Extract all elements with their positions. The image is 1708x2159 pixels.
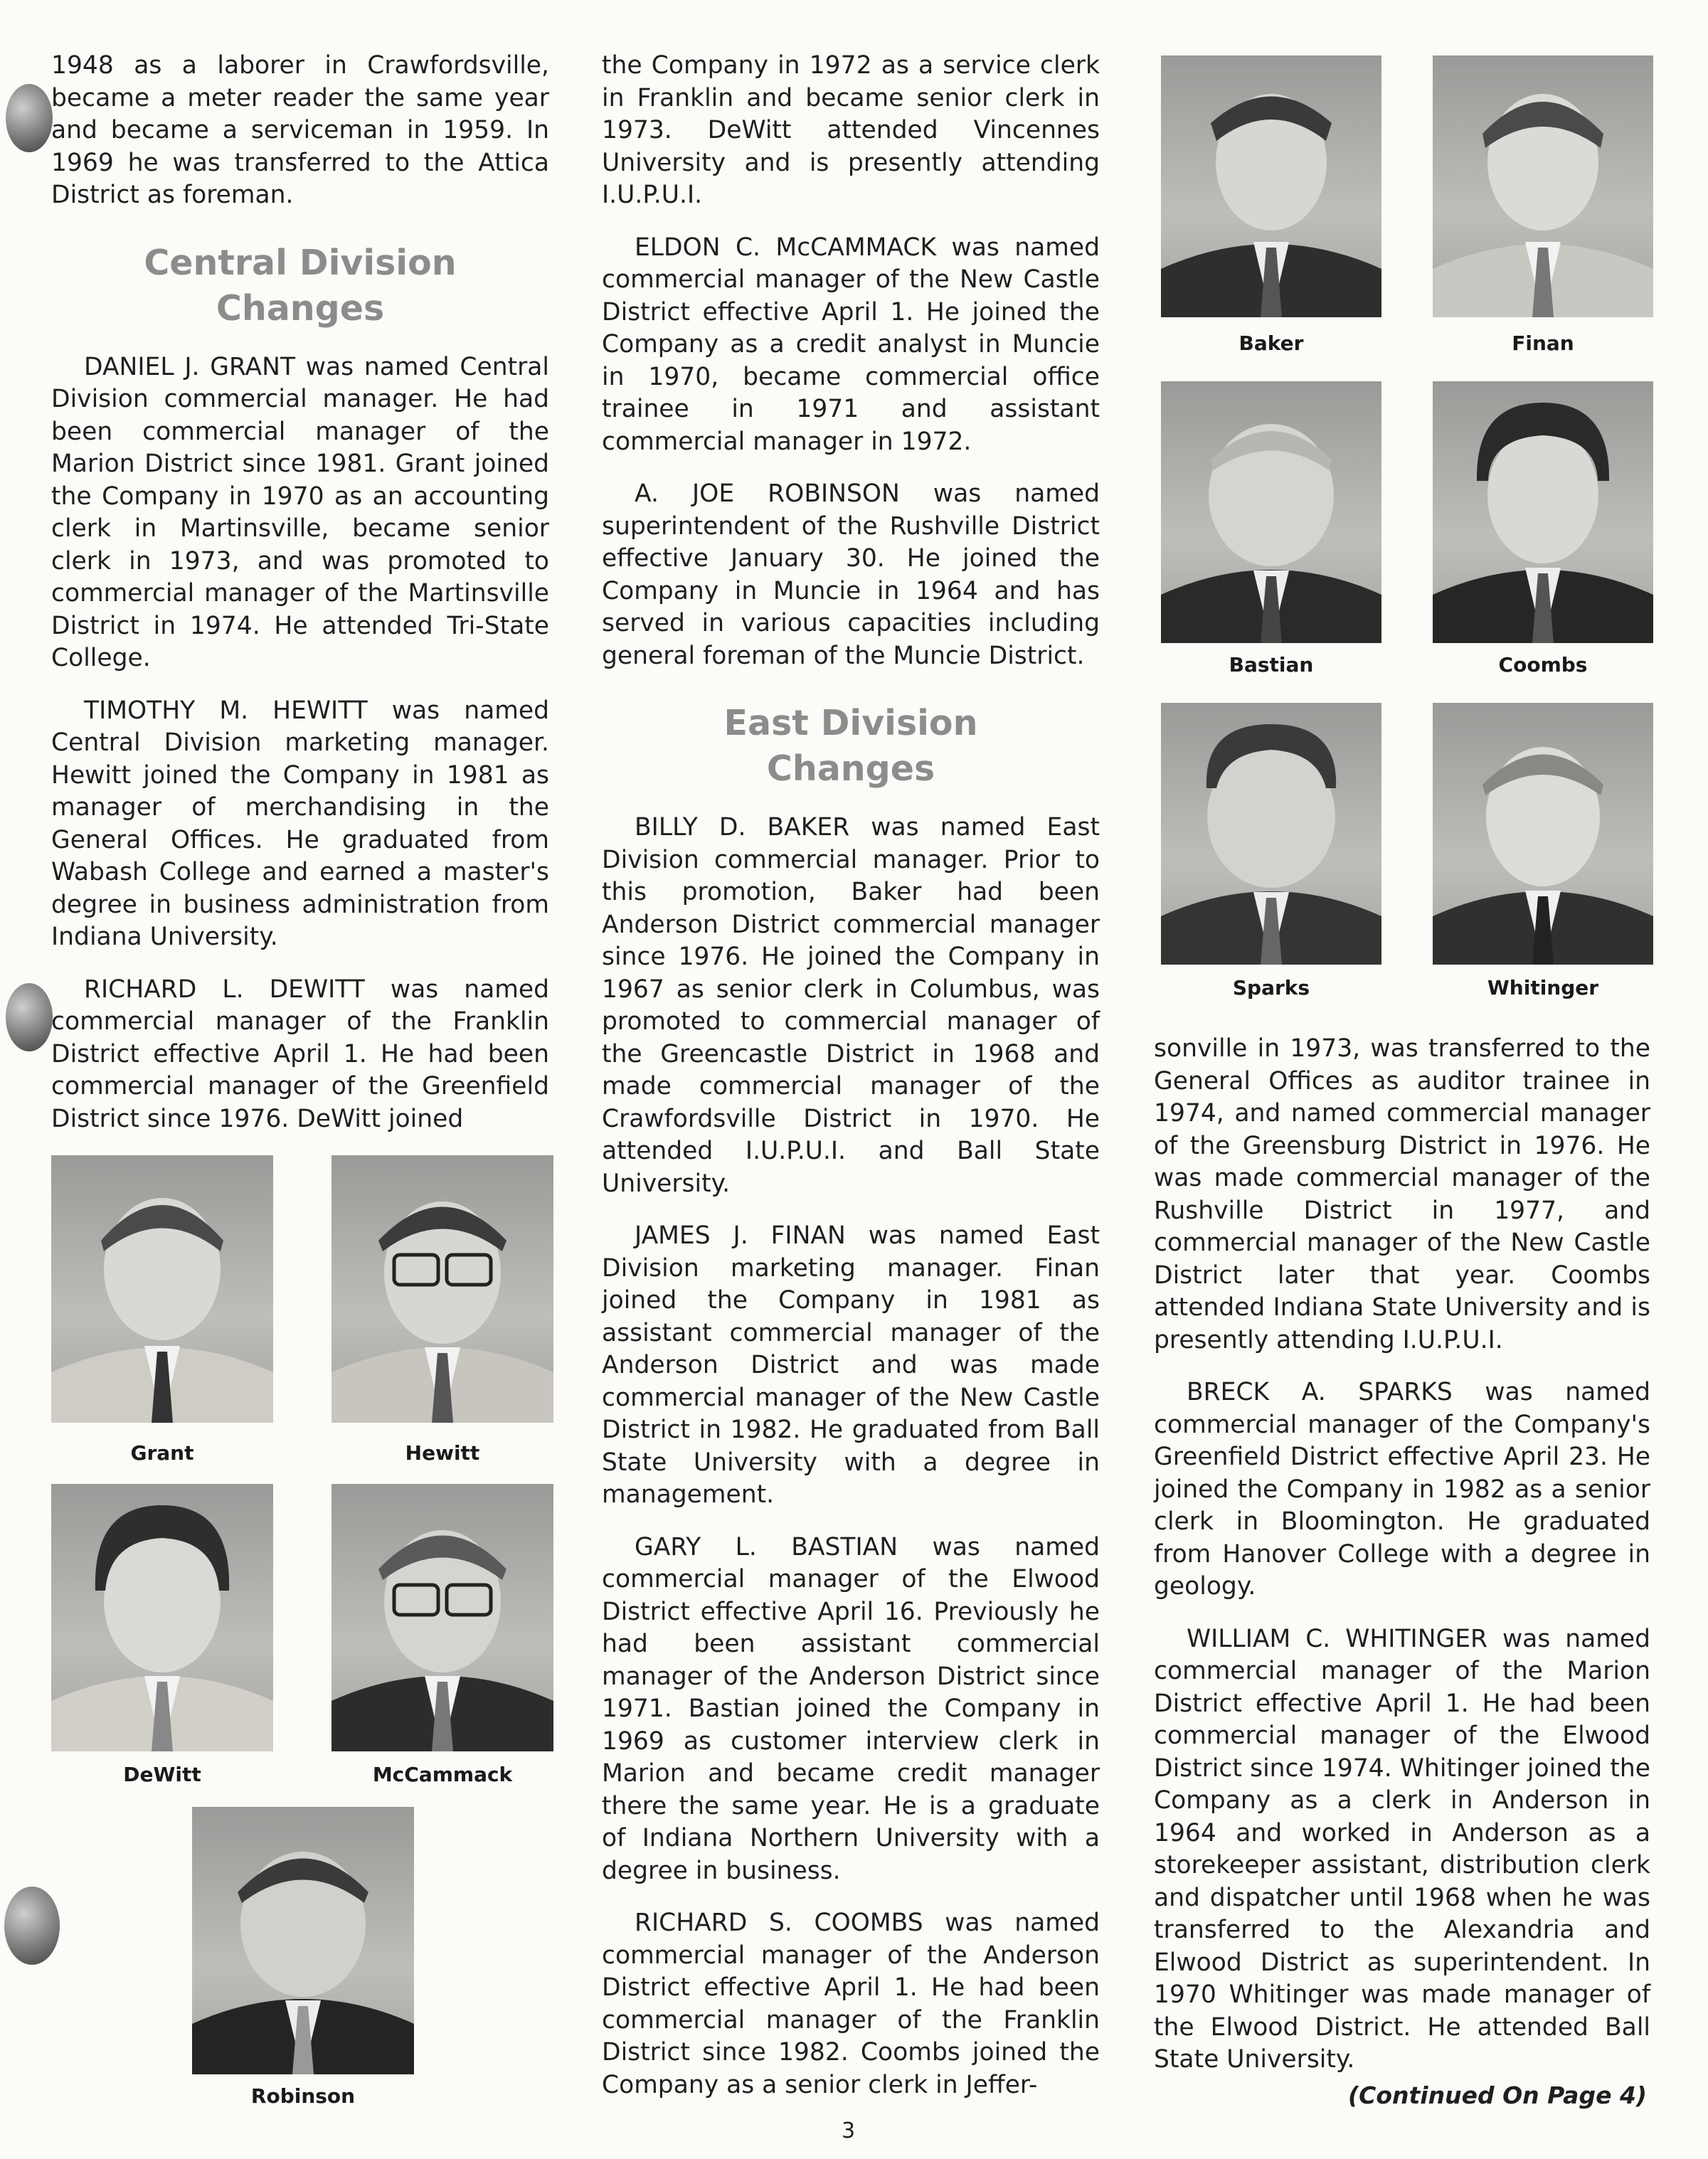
caption-baker: Baker xyxy=(1238,331,1304,355)
col2-paragraph-coombs: RICHARD S. COOMBS was named commercial manager of the Anderson District effective April 1. He had been commercial manager of the Franklin District since 1982. Coombs joined the Company as a senior clerk in Jeffer- xyxy=(602,1909,1100,2099)
central-division-heading xyxy=(51,240,549,331)
east-division-heading xyxy=(602,701,1100,792)
photo-sparks xyxy=(1161,703,1381,965)
photo-finan xyxy=(1433,55,1653,317)
col1-paragraph-dewitt: RICHARD L. DEWITT was named commercial manager of the Franklin District effective April 1. He had been commercial manager of the Greenfield District since 1976. DeWitt joined xyxy=(51,975,549,1133)
caption-sparks: Sparks xyxy=(1232,976,1310,999)
column-right xyxy=(1154,1033,1650,2076)
portrait-hewitt-icon xyxy=(331,1155,553,1423)
photo-hewitt xyxy=(331,1155,553,1423)
binder-hole-top xyxy=(6,84,53,152)
central-heading-line2: Changes xyxy=(216,287,385,329)
photo-baker xyxy=(1161,55,1381,317)
photo-mccammack xyxy=(331,1484,553,1751)
portrait-baker-icon xyxy=(1161,55,1381,317)
page-number: 3 xyxy=(842,2118,856,2143)
central-heading-line1: Central Division xyxy=(144,242,457,283)
photo-robinson xyxy=(192,1807,414,2074)
col3-paragraph-1: sonville in 1973, was transferred to the General Offices as auditor trainee in 1974, and named commercial manager of the Greensburg District in 1976. He was made commercial manager of the Rushville District in 1977, and commercial manager of the New Castle District later that year. Coombs attended Indiana State University and is presently attending I.U.P.U.I. xyxy=(1154,1034,1650,1354)
binder-hole-middle xyxy=(6,983,53,1051)
east-heading-line1: East Division xyxy=(723,703,978,743)
col3-paragraph-sparks: BRECK A. SPARKS was named commercial manager of the Company's Greenfield District effective April 23. He joined the Company in 1982 as a senior clerk in Bloomington. He graduated from Hanover College with a degree in geology. xyxy=(1154,1378,1650,1601)
east-heading-line2: Changes xyxy=(766,748,935,789)
col3-paragraph-whitinger: WILLIAM C. WHITINGER was named commercial manager of the Marion District effective April 1. He had been commercial manager of the Elwood District since 1974. Whitinger joined the Company as a clerk in Anderson in 1964 and worked in Anderson as a storekeeper assistant, distribution clerk and dispatcher until 1968 when he was transferred to the Alexandria and Elwood District as superintendent. In 1970 Whitinger was made manager of the Elwood District. He attended Ball State University. xyxy=(1154,1624,1650,2074)
col2-paragraph-bastian: GARY L. BASTIAN was named commercial manager of the Elwood District effective April 16. Previously he had been assistant commercial manager of the Anderson District since 1971. Bastian joined the Company in 1969 as customer interview clerk in Marion and became credit manager there the same year. He is a graduate of Indiana Northern University with a degree in business. xyxy=(602,1532,1100,1885)
photo-grant xyxy=(51,1155,273,1423)
portrait-finan-icon xyxy=(1433,55,1653,317)
portrait-coombs-icon xyxy=(1433,381,1653,643)
col1-paragraph-grant: DANIEL J. GRANT was named Central Division commercial manager. He had been commercial manager of the Marion District since 1981. Grant joined the Company in 1970 as an accounting clerk in Martinsville, became senior clerk in 1973, and was promoted to commercial manager of the Martinsville District in 1974. He attended Tri-State College. xyxy=(51,352,549,672)
binder-hole-bottom xyxy=(4,1887,60,1965)
caption-mccammack: McCammack xyxy=(372,1763,513,1786)
continued-note: (Continued On Page 4) xyxy=(1348,2081,1647,2109)
caption-robinson: Robinson xyxy=(250,2084,356,2108)
portrait-mccammack-icon xyxy=(331,1484,553,1751)
col1-paragraph-hewitt: TIMOTHY M. HEWITT was named Central Division marketing manager. Hewitt joined the Company in 1981 as manager of merchandising in the General Offices. He graduated from Wabash College and earned a master's degree in business administration from Indiana University. xyxy=(51,696,549,951)
photo-bastian xyxy=(1161,381,1381,643)
caption-whitinger: Whitinger xyxy=(1487,976,1599,999)
col2-paragraph-mccammack: ELDON C. McCAMMACK was named commercial manager of the New Castle District effective April 1. He joined the Company as a credit analyst in Muncie in 1970, became commercial office trainee in 1971 and assistant commercial manager in 1972. xyxy=(602,233,1100,456)
portrait-whitinger-icon xyxy=(1433,703,1653,965)
caption-finan: Finan xyxy=(1512,331,1574,355)
col2-paragraph-robinson: A. JOE ROBINSON was named superintendent of the Rushville District effective January 30. He joined the Company in Muncie in 1964 and has served in various capacities including general foreman of the Muncie District. xyxy=(602,479,1100,670)
caption-hewitt: Hewitt xyxy=(405,1441,480,1465)
caption-coombs: Coombs xyxy=(1498,653,1588,677)
portrait-bastian-icon xyxy=(1161,381,1381,643)
photo-dewitt xyxy=(51,1484,273,1751)
photo-whitinger xyxy=(1433,703,1653,965)
portrait-grant-icon xyxy=(51,1155,273,1423)
caption-bastian: Bastian xyxy=(1229,653,1314,677)
col2-paragraph-1: the Company in 1972 as a service clerk in Franklin and became senior clerk in 1973. DeWitt attended Vincennes University and is presently attending I.U.P.U.I. xyxy=(602,51,1100,209)
caption-dewitt: DeWitt xyxy=(123,1763,201,1786)
photo-coombs xyxy=(1433,381,1653,643)
caption-grant: Grant xyxy=(130,1441,194,1465)
portrait-sparks-icon xyxy=(1161,703,1381,965)
col1-paragraph-1: 1948 as a laborer in Crawfordsville, became a meter reader the same year and became a serviceman in 1959. In 1969 he was transferred to the Attica District as foreman. xyxy=(51,51,549,209)
column-middle xyxy=(602,50,1100,2101)
portrait-robinson-icon xyxy=(192,1807,414,2074)
col2-paragraph-finan: JAMES J. FINAN was named East Division marketing manager. Finan joined the Company in 1981 as assistant commercial manager of the Anderson District and was made commercial manager of the New Castle District in 1982. He graduated from Ball State University with a degree in management. xyxy=(602,1221,1100,1509)
col2-paragraph-baker: BILLY D. BAKER was named East Division commercial manager. Prior to this promotion, Baker had been Anderson District commercial manager since 1976. He joined the Company in 1967 as senior clerk in Columbus, was promoted to commercial manager of the Greencastle District in 1968 and made commercial manager of the Crawfordsville District in 1970. He attended I.U.P.U.I. and Ball State University. xyxy=(602,813,1100,1198)
column-left xyxy=(51,50,549,1135)
portrait-dewitt-icon xyxy=(51,1484,273,1751)
